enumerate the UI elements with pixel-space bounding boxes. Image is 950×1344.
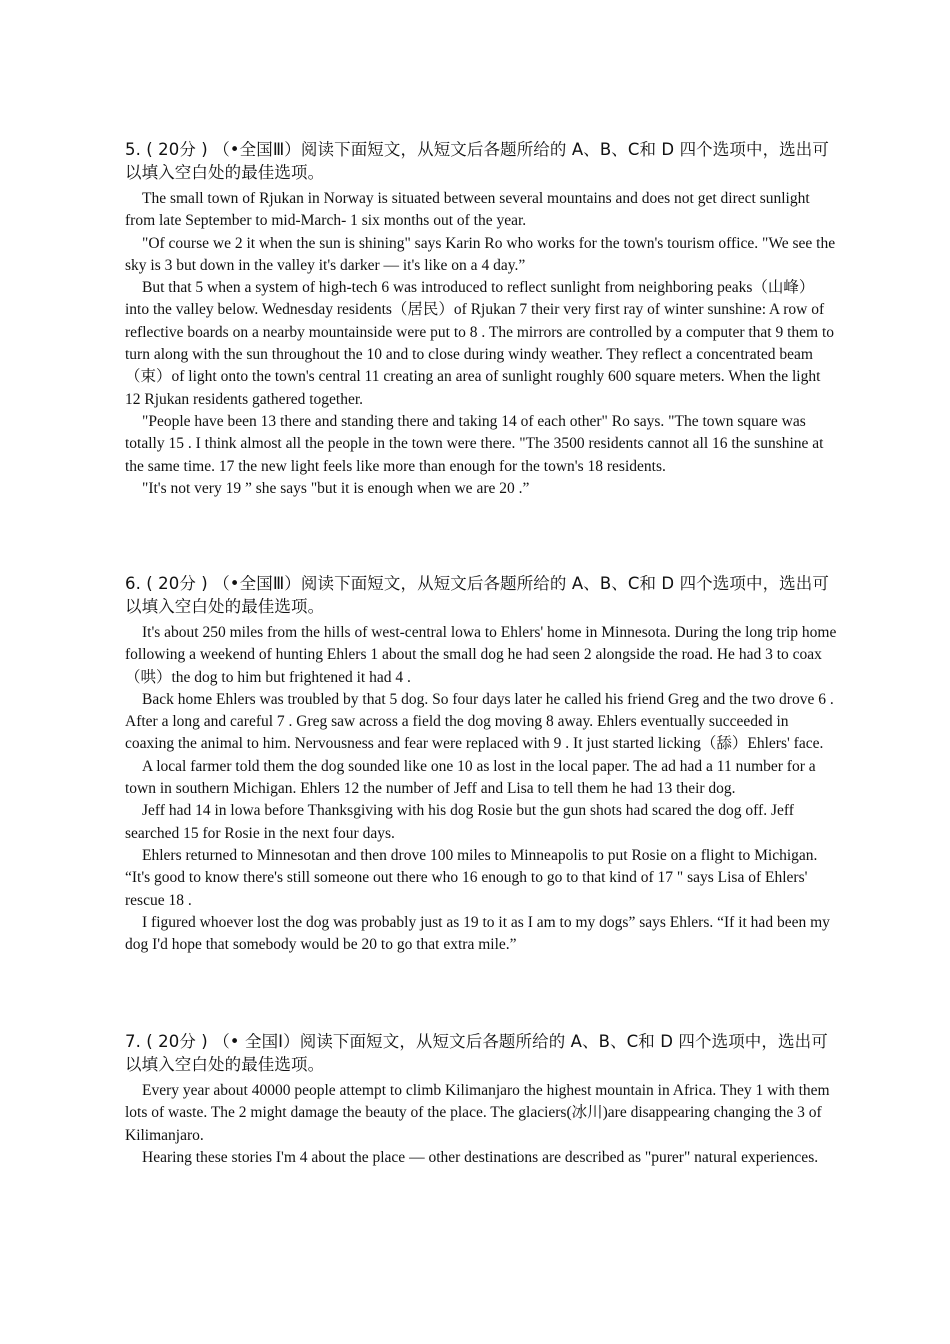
heading-line: 以填入空白处的最佳选项。: [125, 163, 325, 182]
question-6-heading: [125, 572, 837, 618]
paragraph: "People have been 13 there and standing there and taking 14 of each other" Ro says. "The town square was totally 15 . I think almost all the people in the town were there. "The 3500 residents cannot all 16 the sunshine at the same time. 17 the new light feels like more than enough for the town's 18 residents.: [125, 412, 824, 475]
paragraph: The small town of Rjukan in Norway is situated between several mountains and does not get direct sunlight from late September to mid-March- 1 six months out of the year.: [125, 190, 810, 230]
paragraph: It's about 250 miles from the hills of west-central lowa to Ehlers' home in Minnesota. During the long trip home following a weekend of hunting Ehlers 1 about the small dog he had seen 2 alongside the road. He had 3 to coax（哄）the dog to him but frightened it had 4 .: [125, 624, 837, 686]
question-7: [125, 1030, 837, 1169]
question-5: [125, 138, 837, 500]
heading-line: 以填入空白处的最佳选项。: [125, 597, 325, 616]
question-5-heading: [125, 138, 837, 184]
heading-line: 7. ( 20分 ) （• 全国Ⅰ）阅读下面短文，从短文后各题所给的 A、B、C和 D 四个选项中，选出可: [125, 1032, 828, 1051]
paragraph: A local farmer told them the dog sounded like one 10 as lost in the local paper. The ad had a 11 number for a town in southern Michigan. Ehlers 12 the number of Jeff and Lisa to tell them he had 13 their dog.: [125, 757, 816, 798]
paragraph: Jeff had 14 in lowa before Thanksgiving with his dog Rosie but the gun shots had scared the dog off. Jeff searched 15 for Rosie in the next four days.: [125, 802, 794, 842]
paragraph: But that 5 when a system of high-tech 6 was introduced to reflect sunlight from neighboring peaks（山峰）into the valley below. Wednesday residents（居民）of Rjukan 7 their very first ray of winter sunshine: A row of reflective boards on a nearby mountainside were put to 8 . The mirrors are controlled by a computer that 9 them to turn along with the sun throughout the 10 and to close during windy weather. They reflect a concentrated beam（束）of light onto the town's central 11 creating an area of sunlight roughly 600 square meters. When the light 12 Rjukan residents gathered together.: [125, 279, 835, 408]
paragraph: I figured whoever lost the dog was probably just as 19 to it as I am to my dogs” says Ehlers. “If it had been my dog I'd hope that somebody would be 20 to go that extra mile.”: [125, 913, 830, 954]
paragraph: "It's not very 19 ” she says "but it is enough when we are 20 .”: [142, 479, 530, 497]
heading-line: 5. ( 20分 ) （•全国Ⅲ）阅读下面短文，从短文后各题所给的 A、B、C和 D 四个选项中，选出可: [125, 140, 829, 159]
heading-line: 以填入空白处的最佳选项。: [125, 1055, 325, 1074]
paragraph: Ehlers returned to Minnesotan and then drove 100 miles to Minneapolis to put Rosie on a flight to Michigan. “It's good to know there's still someone out there who 16 enough to go to that kind of 17 " says Lisa of Ehlers' rescue 18 .: [125, 846, 818, 909]
paragraph: Every year about 40000 people attempt to climb Kilimanjaro the highest mountain in Africa. They 1 with them lots of waste. The 2 might damage the beauty of the place. The glaciers(冰川)are disappearing changing the 3 of Kilimanjaro.: [125, 1082, 830, 1144]
heading-line: 6. ( 20分 ) （•全国Ⅲ）阅读下面短文，从短文后各题所给的 A、B、C和 D 四个选项中，选出可: [125, 574, 829, 593]
question-6: [125, 572, 837, 956]
question-7-heading: [125, 1030, 837, 1076]
paragraph: Back home Ehlers was troubled by that 5 dog. So four days later he called his friend Greg and the two drove 6 . After a long and careful 7 . Greg saw across a field the dog moving 8 away. Ehlers eventually succeeded in coaxing the animal to him. Nervousness and fear were replaced with 9 . It just started licking（舔）Ehlers' face.: [125, 690, 834, 753]
paragraph: "Of course we 2 it when the sun is shining" says Karin Ro who works for the town's tourism office. "We see the sky is 3 but down in the valley it's darker — it's like on a 4 day.”: [125, 234, 836, 274]
paragraph: Hearing these stories I'm 4 about the place — other destinations are described as "purer" natural experiences.: [142, 1148, 819, 1166]
